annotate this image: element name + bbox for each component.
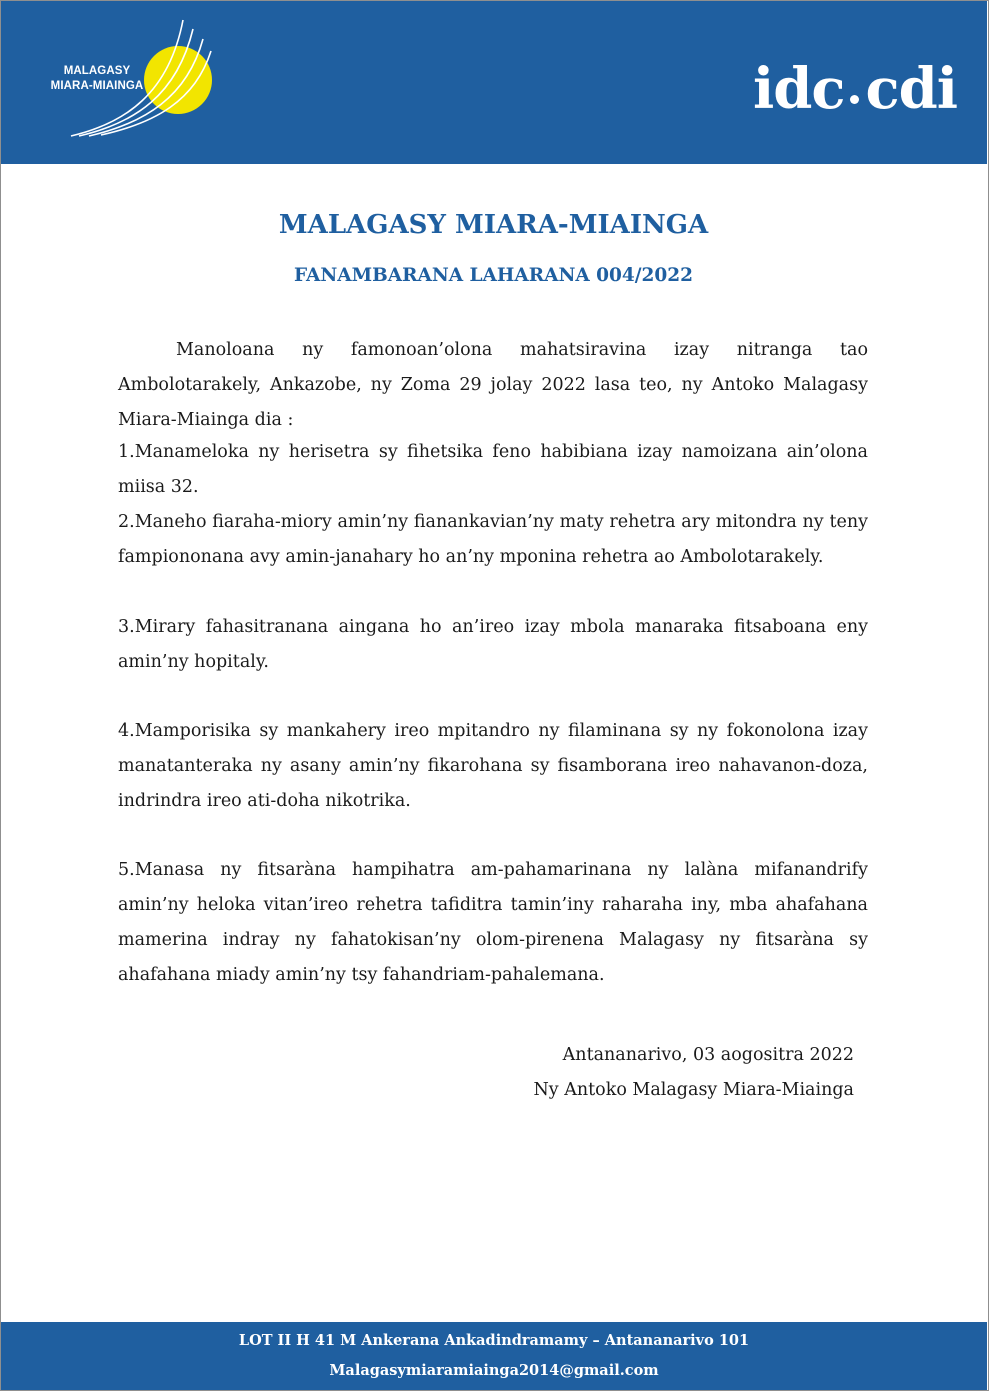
intro-paragraph: Manoloana ny famonoan’olona mahatsiravina izay nitranga tao Ambolotarakely, Ankazobe, ny Zoma 29 jolay 2022 lasa teo, ny Antoko Malagasy Miara-Miainga dia : bbox=[118, 340, 868, 430]
dot-icon bbox=[850, 95, 859, 104]
document-title: MALAGASY MIARA-MIAINGA bbox=[278, 210, 709, 240]
signature-org: Ny Antoko Malagasy Miara-Miainga bbox=[533, 1080, 854, 1100]
signature-date: Antananarivo, 03 aogositra 2022 bbox=[562, 1045, 854, 1065]
brand-left: idc bbox=[752, 56, 845, 122]
statement-item-4: 4.Mamporisika sy mankahery ireo mpitandro ny filaminana sy ny fokonolona izay manatanteraka ny asany amin’ny fikarohana sy fisamborana ireo nahavanon-doza, indrindra ireo ati-doha nikotrika. bbox=[118, 721, 868, 811]
header-band bbox=[1, 1, 987, 164]
statement-item-3: 3.Mirary fahasitranana aingana ho an’ireo izay mbola manaraka fitsaboana eny amin’ny hopitaly. bbox=[118, 617, 868, 672]
logo-line1: MALAGASY bbox=[63, 65, 131, 77]
statement-item-2: 2.Maneho fiaraha-miory amin’ny fianankavian’ny maty rehetra ary mitondra ny teny fampiononana avy amin-janahary ho an’ny mponina rehetra ao Ambolotarakely. bbox=[118, 512, 868, 567]
idc-cdi-logo bbox=[752, 56, 957, 122]
footer-band bbox=[1, 1322, 987, 1390]
statement-item-1: 1.Manameloka ny herisetra sy fihetsika feno habibiana izay namoizana ain’olona miisa 32. bbox=[118, 442, 868, 497]
brand-right: cdi bbox=[865, 56, 957, 122]
statement-item-5: 5.Manasa ny fitsaràna hampihatra am-pahamarinana ny lalàna mifanandrify amin’ny heloka vitan’ireo rehetra tafiditra tamin’iny raharaha iny, mba ahafahana mamerina indray ny fahatokisan’ny olom-pirenena Malagasy ny fitsaràna sy ahafahana miady amin’ny tsy fahandriam-pahalemana. bbox=[118, 860, 868, 985]
footer-email: Malagasymiaramiainga2014@gmail.com bbox=[329, 1362, 659, 1379]
footer-address: LOT II H 41 M Ankerana Ankadindramamy – Antananarivo 101 bbox=[238, 1332, 750, 1349]
sun-swoosh-icon bbox=[31, 15, 221, 140]
document-subtitle: FANAMBARANA LAHARANA 004/2022 bbox=[293, 265, 694, 286]
logo-line2: MIARA-MIAINGA bbox=[50, 80, 144, 92]
party-logo bbox=[31, 15, 221, 140]
